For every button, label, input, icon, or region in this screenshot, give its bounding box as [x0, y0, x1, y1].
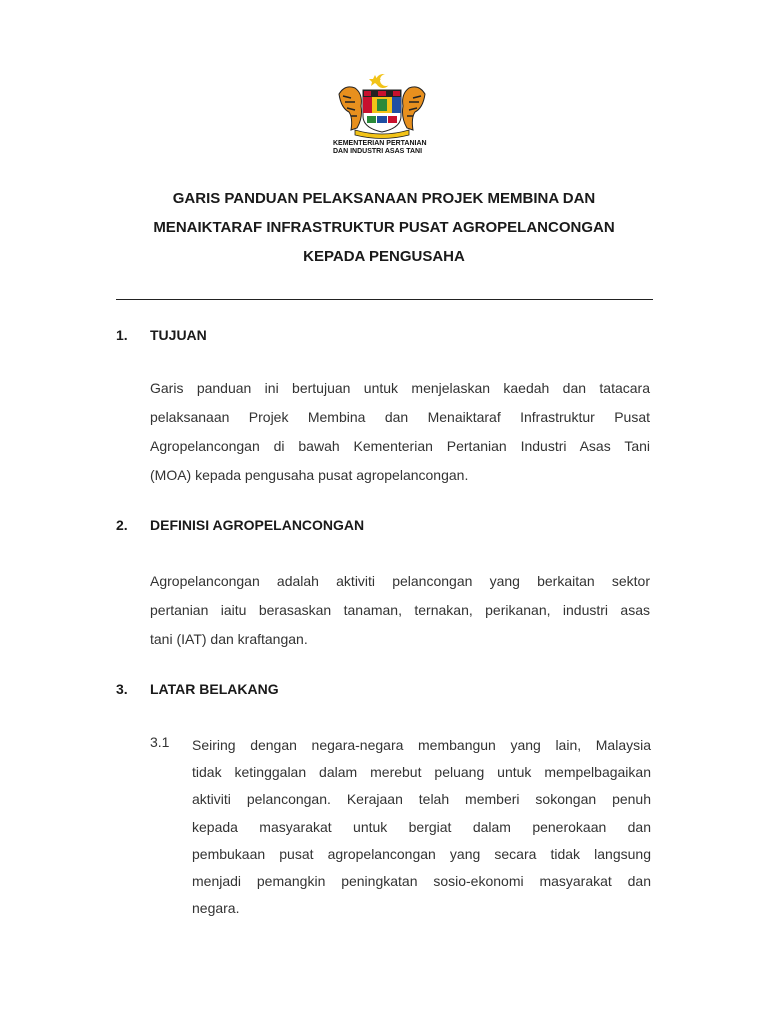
document-title — [110, 184, 658, 271]
paragraph-line: Agropelancongan adalah aktiviti pelancongan yang berkaitan sektor — [150, 573, 650, 589]
subsection-number: 3.1 — [150, 734, 170, 750]
section-title: LATAR BELAKANG — [150, 681, 279, 697]
ministry-name-line1: KEMENTERIAN PERTANIAN — [333, 140, 427, 147]
section-number: 1. — [116, 327, 128, 343]
section-paragraph-definisi — [150, 567, 650, 654]
paragraph-line: (MOA) kepada pengusaha pusat agropelancongan. — [150, 467, 469, 483]
section-heading-definisi — [116, 517, 364, 533]
paragraph-line: aktiviti pelancongan. Kerajaan telah memberi sokongan penuh — [192, 791, 651, 808]
paragraph-line: tidak ketinggalan dalam merebut peluang untuk mempelbagaikan — [192, 764, 651, 781]
title-divider — [116, 299, 653, 300]
ministry-crest-logo — [333, 72, 431, 162]
paragraph-line: kepada masyarakat untuk bergiat dalam penerokaan dan — [192, 818, 651, 835]
paragraph-line: pembukaan pusat agropelancongan yang secara tidak langsung — [192, 845, 651, 862]
section-heading-latar-belakang — [116, 681, 279, 697]
subsection-paragraph — [192, 732, 651, 922]
paragraph-line: negara. — [192, 900, 240, 917]
section-number: 2. — [116, 517, 128, 533]
section-title: TUJUAN — [150, 327, 207, 343]
paragraph-line: Agropelancongan di bawah Kementerian Pertanian Industri Asas Tani — [150, 438, 650, 454]
paragraph-line: tani (IAT) dan kraftangan. — [150, 631, 308, 647]
paragraph-line: pertanian iaitu berasaskan tanaman, ternakan, perikanan, industri asas — [150, 602, 650, 618]
ministry-name-caption — [333, 140, 443, 156]
section-heading-tujuan — [116, 327, 207, 343]
section-number: 3. — [116, 681, 128, 697]
section-paragraph-tujuan — [150, 374, 650, 490]
section-title: DEFINISI AGROPELANCONGAN — [150, 517, 365, 533]
title-line1: GARIS PANDUAN PELAKSANAAN PROJEK MEMBINA DAN — [172, 190, 596, 207]
ministry-name-line2: DAN INDUSTRI ASAS TANI — [333, 148, 423, 155]
coat-of-arms-icon — [333, 72, 431, 140]
title-line2: MENAIKTARAF INFRASTRUKTUR PUSAT AGROPELANCONGAN — [153, 219, 615, 236]
paragraph-line: menjadi pemangkin peningkatan sosio-ekonomi masyarakat dan — [192, 873, 651, 890]
paragraph-line: Seiring dengan negara-negara membangun yang lain, Malaysia — [192, 737, 651, 753]
paragraph-line: pelaksanaan Projek Membina dan Menaiktaraf Infrastruktur Pusat — [150, 409, 650, 425]
paragraph-line: Garis panduan ini bertujuan untuk menjelaskan kaedah dan tatacara — [150, 380, 650, 396]
title-line3: KEPADA PENGUSAHA — [303, 248, 465, 265]
